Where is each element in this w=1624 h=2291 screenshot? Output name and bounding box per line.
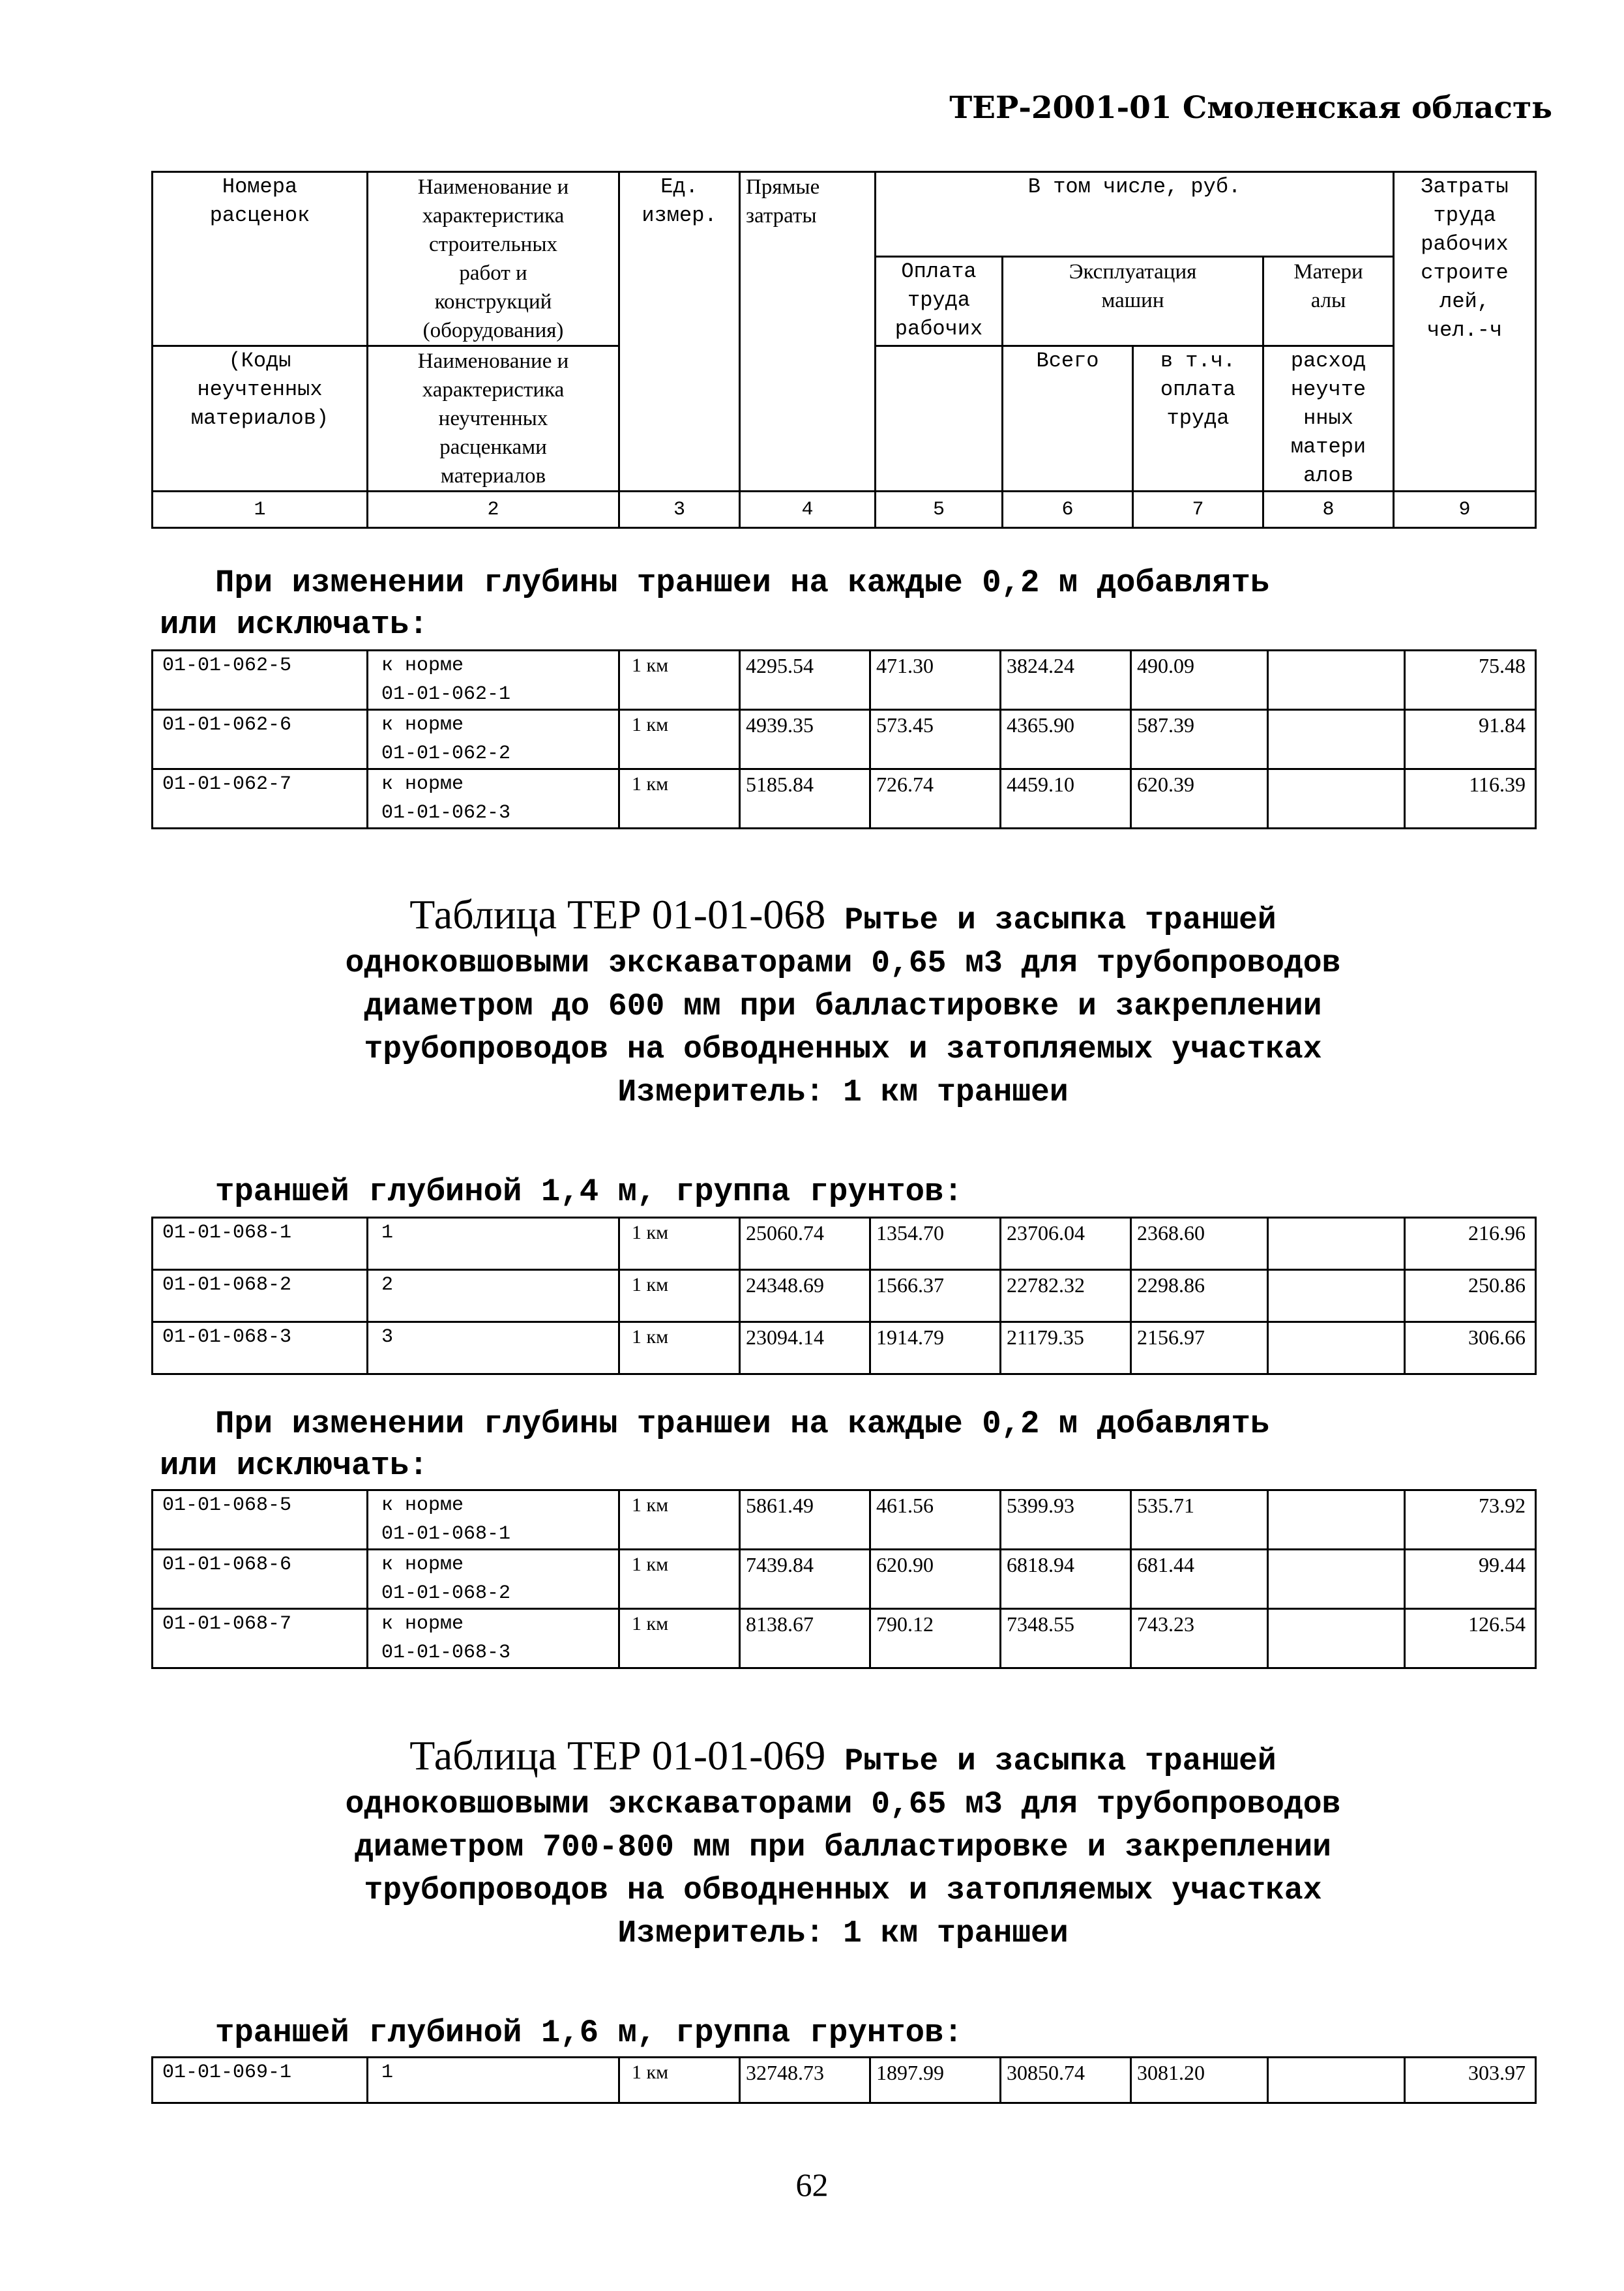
rate-name: к норме 01-01-068-3 — [368, 1609, 619, 1668]
rate-unit: 1 км — [619, 1490, 740, 1550]
column-header-table — [151, 171, 1537, 529]
labor-pay: 471.30 — [870, 651, 1001, 710]
rate-unit: 1 км — [619, 651, 740, 710]
rate-code: 01-01-062-6 — [153, 710, 368, 769]
col3-header: Ед. измер. — [619, 172, 740, 492]
table069-number: Таблица ТЕР 01-01-069 — [409, 1732, 826, 1779]
rate-unit: 1 км — [619, 710, 740, 769]
table069-title: Таблица ТЕР 01-01-069 Рытье и засыпка траншей одноковшовыми экскаваторами 0,65 м3 для трубопроводов диаметром 700-800 мм при балластировке и закреплении трубопроводов на обводненных и затопляемых участках Измеритель: 1 км траншеи — [345, 1732, 1341, 1951]
rate-unit: 1 км — [619, 1550, 740, 1609]
col5-header: Оплата труда рабочих — [876, 256, 1003, 346]
rate-unit: 1 км — [619, 2058, 740, 2103]
labor-pay: 573.45 — [870, 710, 1001, 769]
rate-code: 01-01-062-7 — [153, 769, 368, 829]
table-row — [153, 1490, 1536, 1550]
rate-code: 01-01-068-1 — [153, 1218, 368, 1270]
direct-costs: 8138.67 — [740, 1609, 870, 1668]
document-header: ТЕР-2001-01 Смоленская область — [949, 90, 1552, 126]
rate-unit: 1 км — [619, 769, 740, 829]
rate-unit: 1 км — [619, 1322, 740, 1374]
direct-costs: 4295.54 — [740, 651, 870, 710]
table-row — [153, 2058, 1536, 2103]
direct-costs: 25060.74 — [740, 1218, 870, 1270]
col-number: 3 — [619, 492, 740, 528]
labor-pay: 461.56 — [870, 1490, 1001, 1550]
machines-labor: 2298.86 — [1131, 1270, 1268, 1322]
labor-pay: 1566.37 — [870, 1270, 1001, 1322]
table-row — [153, 1609, 1536, 1668]
rate-code: 01-01-062-5 — [153, 651, 368, 710]
page-number: 62 — [795, 2166, 829, 2203]
col9-header: Затраты труда рабочих строите лей, чел.-ч — [1394, 172, 1536, 492]
machines-labor: 587.39 — [1131, 710, 1268, 769]
col67-header: Эксплуатация машин — [1003, 256, 1263, 346]
rate-unit: 1 км — [619, 1218, 740, 1270]
table-row — [153, 1218, 1536, 1270]
section2-heading: При изменении глубины траншеи на каждые 0,2 м добавлять или исключать: — [160, 1406, 1270, 1484]
rate-code: 01-01-068-7 — [153, 1609, 368, 1668]
rate-name: к норме 01-01-068-1 — [368, 1490, 619, 1550]
table-row — [153, 1322, 1536, 1374]
col1-header-top: Номера расценок — [153, 172, 368, 346]
col-number: 9 — [1394, 492, 1536, 528]
rate-unit: 1 км — [619, 1609, 740, 1668]
labor-hours: 116.39 — [1405, 769, 1536, 829]
labor-hours: 303.97 — [1405, 2058, 1536, 2103]
rate-name: 1 — [368, 2058, 619, 2103]
col2-header-bottom: Наименование и характеристика неучтенных расценками материалов — [368, 346, 619, 492]
labor-pay: 1914.79 — [870, 1322, 1001, 1374]
materials — [1268, 1609, 1405, 1668]
labor-pay: 1897.99 — [870, 2058, 1001, 2103]
labor-hours: 126.54 — [1405, 1609, 1536, 1668]
direct-costs: 24348.69 — [740, 1270, 870, 1322]
table-row — [153, 651, 1536, 710]
labor-hours: 73.92 — [1405, 1490, 1536, 1550]
materials — [1268, 651, 1405, 710]
col7-header: в т.ч. оплата труда — [1133, 346, 1263, 492]
section1-table — [151, 649, 1537, 829]
section2-table — [151, 1489, 1537, 1669]
col6-header: Всего — [1003, 346, 1133, 492]
col-number: 2 — [368, 492, 619, 528]
table-row — [153, 1550, 1536, 1609]
labor-hours: 216.96 — [1405, 1218, 1536, 1270]
labor-hours: 99.44 — [1405, 1550, 1536, 1609]
materials — [1268, 1322, 1405, 1374]
col8-header-bottom: расход неучте нных матери алов — [1263, 346, 1394, 492]
labor-hours: 306.66 — [1405, 1322, 1536, 1374]
materials — [1268, 710, 1405, 769]
rate-name: к норме 01-01-068-2 — [368, 1550, 619, 1609]
col-number: 4 — [740, 492, 876, 528]
table068-title: Таблица ТЕР 01-01-068 Рытье и засыпка траншей одноковшовыми экскаваторами 0,65 м3 для трубопроводов диаметром до 600 мм при балластировке и закреплении трубопроводов на обводненных и затопляемых участках Измеритель: 1 км траншеи — [345, 891, 1341, 1110]
machines-total: 21179.35 — [1001, 1322, 1131, 1374]
col8-header-top: Матери алы — [1263, 256, 1394, 346]
materials — [1268, 1218, 1405, 1270]
table069 — [151, 2056, 1537, 2104]
materials — [1268, 769, 1405, 829]
table-row — [153, 769, 1536, 829]
rate-name: 2 — [368, 1270, 619, 1322]
table068-depth-label: траншей глубиной 1,4 м, группа грунтов: — [215, 1174, 963, 1210]
machines-labor: 3081.20 — [1131, 2058, 1268, 2103]
machines-labor: 681.44 — [1131, 1550, 1268, 1609]
rate-code: 01-01-068-2 — [153, 1270, 368, 1322]
col2-header-top: Наименование и характеристика строительных работ и конструкций (оборудования) — [368, 172, 619, 346]
labor-pay: 726.74 — [870, 769, 1001, 829]
machines-total: 4459.10 — [1001, 769, 1131, 829]
machines-total: 6818.94 — [1001, 1550, 1131, 1609]
col-number: 7 — [1133, 492, 1263, 528]
rate-name: к норме 01-01-062-1 — [368, 651, 619, 710]
materials — [1268, 1550, 1405, 1609]
labor-pay: 620.90 — [870, 1550, 1001, 1609]
labor-hours: 75.48 — [1405, 651, 1536, 710]
materials — [1268, 2058, 1405, 2103]
materials — [1268, 1490, 1405, 1550]
labor-hours: 250.86 — [1405, 1270, 1536, 1322]
col-number: 8 — [1263, 492, 1394, 528]
col-number: 1 — [153, 492, 368, 528]
col4-header: Прямые затраты — [740, 172, 876, 492]
direct-costs: 7439.84 — [740, 1550, 870, 1609]
machines-labor: 535.71 — [1131, 1490, 1268, 1550]
labor-pay: 790.12 — [870, 1609, 1001, 1668]
col-number: 6 — [1003, 492, 1133, 528]
rate-name: к норме 01-01-062-3 — [368, 769, 619, 829]
machines-labor: 2368.60 — [1131, 1218, 1268, 1270]
direct-costs: 32748.73 — [740, 2058, 870, 2103]
direct-costs: 4939.35 — [740, 710, 870, 769]
machines-labor: 490.09 — [1131, 651, 1268, 710]
direct-costs: 23094.14 — [740, 1322, 870, 1374]
rate-code: 01-01-068-5 — [153, 1490, 368, 1550]
materials — [1268, 1270, 1405, 1322]
machines-total: 7348.55 — [1001, 1609, 1131, 1668]
section1-heading: При изменении глубины траншеи на каждые 0,2 м добавлять или исключать: — [160, 565, 1270, 643]
labor-pay: 1354.70 — [870, 1218, 1001, 1270]
col5-header-bottom — [876, 346, 1003, 492]
machines-labor: 2156.97 — [1131, 1322, 1268, 1374]
rate-name: 1 — [368, 1218, 619, 1270]
machines-total: 23706.04 — [1001, 1218, 1131, 1270]
rate-unit: 1 км — [619, 1270, 740, 1322]
group-header: В том числе, руб. — [876, 172, 1394, 257]
rate-name: 3 — [368, 1322, 619, 1374]
rate-code: 01-01-068-3 — [153, 1322, 368, 1374]
machines-total: 5399.93 — [1001, 1490, 1131, 1550]
table069-depth-label: траншей глубиной 1,6 м, группа грунтов: — [215, 2015, 963, 2051]
machines-labor: 620.39 — [1131, 769, 1268, 829]
col1-header-bottom: (Коды неучтенных материалов) — [153, 346, 368, 492]
rate-name: к норме 01-01-062-2 — [368, 710, 619, 769]
table-row — [153, 1270, 1536, 1322]
rate-code: 01-01-068-6 — [153, 1550, 368, 1609]
table068-number: Таблица ТЕР 01-01-068 — [409, 891, 826, 938]
col-number: 5 — [876, 492, 1003, 528]
machines-total: 4365.90 — [1001, 710, 1131, 769]
machines-labor: 743.23 — [1131, 1609, 1268, 1668]
direct-costs: 5861.49 — [740, 1490, 870, 1550]
table-row — [153, 710, 1536, 769]
table068 — [151, 1217, 1537, 1375]
machines-total: 22782.32 — [1001, 1270, 1131, 1322]
labor-hours: 91.84 — [1405, 710, 1536, 769]
machines-total: 3824.24 — [1001, 651, 1131, 710]
rate-code: 01-01-069-1 — [153, 2058, 368, 2103]
machines-total: 30850.74 — [1001, 2058, 1131, 2103]
direct-costs: 5185.84 — [740, 769, 870, 829]
